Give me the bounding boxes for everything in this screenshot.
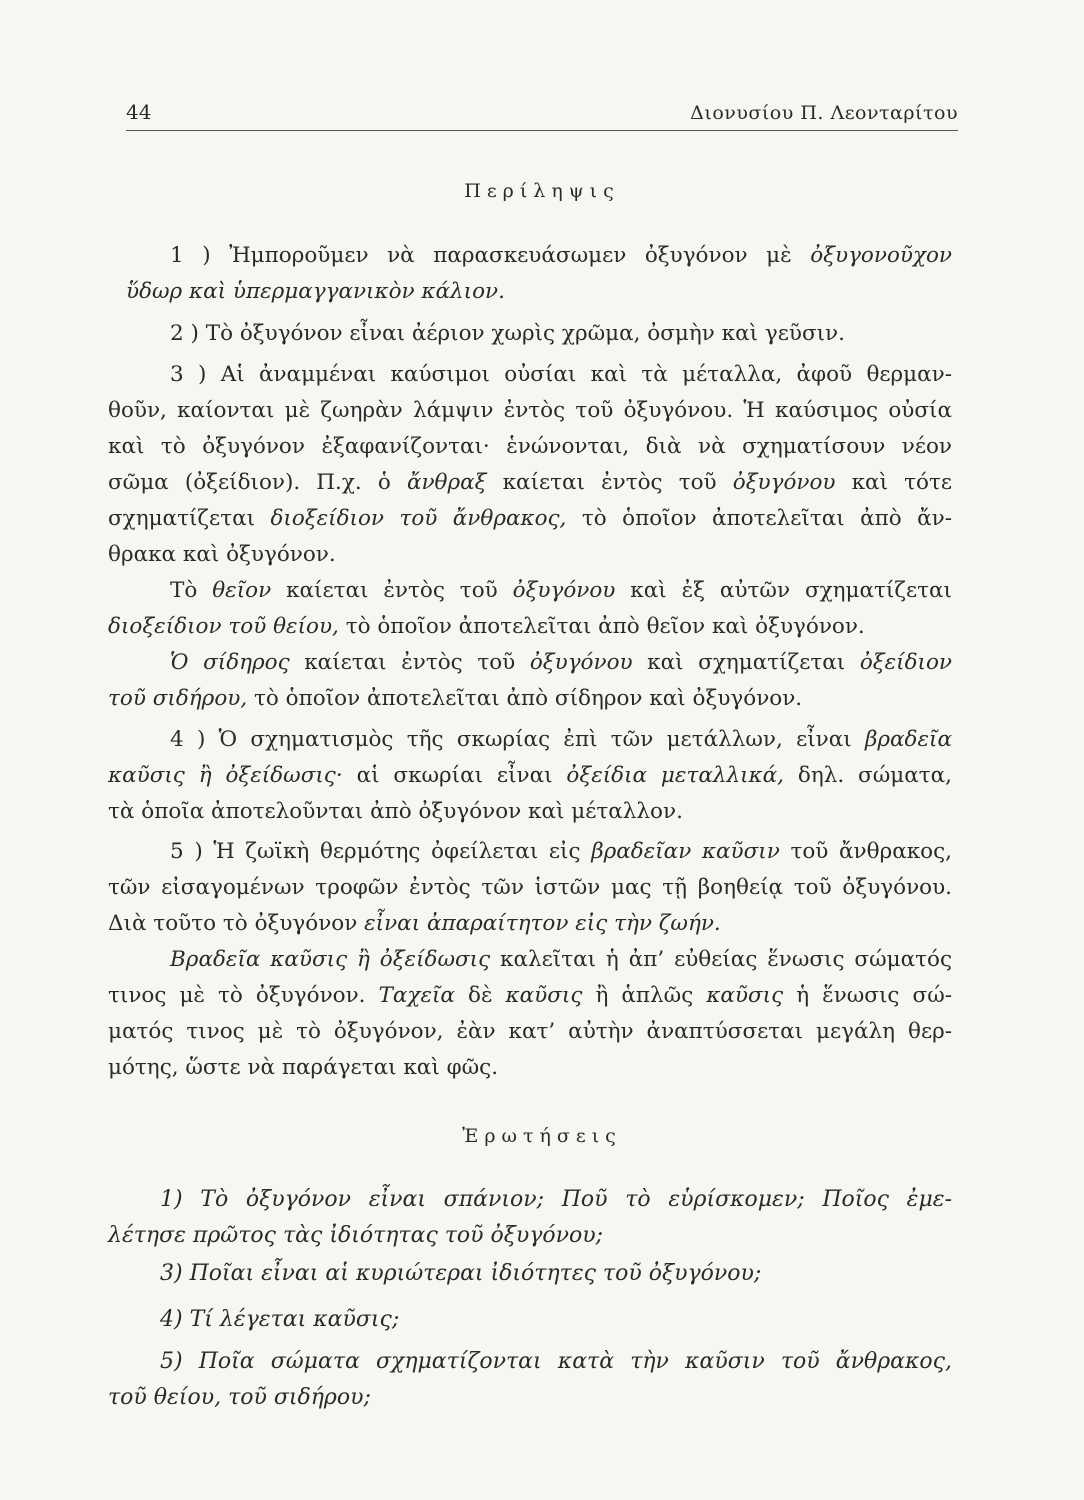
text-segment: 3 ) Αἱ ἀναμμέναι καύσιμοι οὐσίαι καὶ τὰ μέταλλα, ἀφοῦ θερμαν- xyxy=(170,362,952,387)
text-segment: καλεῖται ἡ ἀπ’ εὐθείας ἕνωσις σώματός xyxy=(490,947,953,972)
summary-line xyxy=(170,942,952,978)
text-segment: τοῦ σιδήρου, xyxy=(108,686,248,711)
text-segment: καὶ τότε xyxy=(835,470,952,495)
text-segment: θοῦν, καίονται μὲ ζωηρὰν λάμψιν ἐντὸς τοῦ ὀξυγόνου. Ἡ καύσιμος οὐσία xyxy=(108,398,952,423)
page-header xyxy=(126,100,958,130)
text-segment: δηλ. σώματα, xyxy=(784,763,952,788)
text-segment: εἶναι ἀπαραίτητον εἰς τὴν ζωήν. xyxy=(364,911,721,936)
text-segment: ἡ ἕνωσις σώ- xyxy=(783,983,952,1008)
summary-line xyxy=(170,316,1014,352)
text-segment: αἱ σκωρίαι εἶναι xyxy=(342,763,567,788)
summary-line xyxy=(108,1014,952,1050)
text-segment: θεῖον xyxy=(212,578,272,603)
text-segment: θρακα καὶ ὀξυγόνον. xyxy=(108,542,336,567)
summary-line xyxy=(108,429,952,465)
text-segment: μότης, ὥστε νὰ παράγεται καὶ φῶς. xyxy=(108,1055,499,1080)
summary-line xyxy=(170,238,952,274)
text-segment: 5 ) Ἡ ζωϊκὴ θερμότης ὀφείλεται εἰς xyxy=(170,839,592,864)
text-segment: καίεται ἐντὸς τοῦ xyxy=(289,650,530,675)
text-segment: 2 ) Τὸ ὀξυγόνον εἶναι ἀέριον χωρὶς χρῶμα, ὀσμὴν καὶ γεῦσιν. xyxy=(170,321,845,346)
text-segment: ὀξυγονοῦχον xyxy=(810,243,952,268)
text-segment: καῦσις xyxy=(706,983,784,1008)
header-rule xyxy=(126,130,958,131)
summary-line xyxy=(108,681,952,717)
text-segment: καῦσις xyxy=(505,983,583,1008)
text-segment: τινος μὲ τὸ ὀξυγόνον. xyxy=(108,983,379,1008)
text-segment: ὀξυγόνου xyxy=(512,578,616,603)
summary-line xyxy=(108,537,952,573)
summary-line xyxy=(170,573,952,609)
text-segment: τὰ ὁποῖα ἀποτελοῦνται ἀπὸ ὀξυγόνον καὶ μέταλλον. xyxy=(108,799,683,824)
question-line: λέτησε πρῶτος τὰς ἰδιότητας τοῦ ὀξυγόνου; xyxy=(108,1223,604,1248)
text-segment: ἢ ἁπλῶς xyxy=(582,983,707,1008)
summary-title: Περίληψις xyxy=(464,180,620,202)
question-line: 3) Ποῖαι εἶναι αἱ κυριώτεραι ἰδιότητες τοῦ ὀξυγόνου; xyxy=(160,1261,762,1286)
text-segment: διοξείδιον τοῦ ἄνθρακος, xyxy=(270,506,567,531)
text-segment: σχηματίζεται xyxy=(108,506,271,531)
summary-line xyxy=(108,609,952,645)
question-line: τοῦ θείου, τοῦ σιδήρου; xyxy=(108,1385,371,1410)
text-segment: 4 ) Ὁ σχηματισμὸς τῆς σκωρίας ἐπὶ τῶν μετάλλων, εἶναι xyxy=(170,727,865,752)
question-line: 4) Τί λέγεται καῦσις; xyxy=(160,1307,400,1332)
question-line: 1) Τὸ ὀξυγόνον εἶναι σπάνιον; Ποῦ τὸ εὑρίσκομεν; Ποῖος ἐμε- xyxy=(160,1187,952,1212)
summary-line xyxy=(108,758,952,794)
text-segment: βραδεῖαν καῦσιν xyxy=(591,839,780,864)
summary-line xyxy=(108,501,952,537)
text-segment: καὶ σχηματίζεται xyxy=(632,650,860,675)
questions-title: Ἐρωτήσεις xyxy=(462,1125,622,1147)
text-segment: διοξείδιον τοῦ θείου, xyxy=(108,614,339,639)
text-segment: τὸ ὁποῖον ἀποτελεῖται ἀπὸ θεῖον καὶ ὀξυγόνον. xyxy=(338,614,865,639)
summary-line xyxy=(108,978,952,1014)
summary-line xyxy=(108,794,952,830)
text-segment: τὸ ὁποῖον ἀποτελεῖται ἀπὸ ἄν- xyxy=(566,506,953,531)
summary-line xyxy=(108,1050,952,1086)
summary-line xyxy=(108,906,952,942)
question-line: 5) Ποῖα σώματα σχηματίζονται κατὰ τὴν καῦσιν τοῦ ἄνθρακος, xyxy=(160,1349,952,1374)
summary-line xyxy=(170,834,952,870)
page-number: 44 xyxy=(126,100,152,124)
summary-line xyxy=(170,645,952,681)
text-segment: Ὁ σίδηρος xyxy=(170,650,290,675)
text-segment: ματός τινος μὲ τὸ ὀξυγόνον, ἐὰν κατ’ αὐτὴν ἀναπτύσσεται μεγάλη θερ- xyxy=(108,1019,952,1044)
running-head: Διονυσίου Π. Λεονταρίτου xyxy=(690,102,958,124)
text-segment: τὸ ὁποῖον ἀποτελεῖται ἀπὸ σίδηρον καὶ ὀξυγόνον. xyxy=(247,686,803,711)
text-segment: τοῦ ἄνθρακος, xyxy=(779,839,952,864)
text-segment: ὀξείδια μεταλλικά, xyxy=(566,763,784,788)
summary-line xyxy=(170,722,952,758)
text-segment: βραδεῖα xyxy=(864,727,952,752)
summary-line xyxy=(108,465,952,501)
text-segment: ὕδωρ καὶ ὑπερμαγγανικὸν κάλιον. xyxy=(126,279,505,304)
text-segment: Τὸ xyxy=(170,578,213,603)
text-segment: Ταχεῖα xyxy=(378,983,455,1008)
text-segment: καῦσις ἢ ὀξείδωσις· xyxy=(108,763,343,788)
text-segment: τῶν εἰσαγομένων τροφῶν ἐντὸς τῶν ἱστῶν μας τῇ βοηθείᾳ τοῦ ὀξυγόνου. xyxy=(108,875,952,900)
text-segment: ὀξυγόνου xyxy=(732,470,836,495)
text-segment: Διὰ τοῦτο τὸ ὀξυγόνον xyxy=(108,911,365,936)
text-segment: καίεται ἐντὸς τοῦ xyxy=(486,470,733,495)
text-segment: καὶ ἐξ αὐτῶν σχηματίζεται xyxy=(615,578,952,603)
summary-line xyxy=(108,393,952,429)
text-segment: 1 ) Ἠμποροῦμεν νὰ παρασκευάσωμεν ὀξυγόνον μὲ xyxy=(170,243,811,268)
text-segment: καὶ τὸ ὀξυγόνον ἐξαφανίζονται· ἑνώνονται, διὰ νὰ σχηματίσουν νέον xyxy=(108,434,952,459)
summary-line xyxy=(108,870,952,906)
summary-line xyxy=(170,357,952,393)
text-segment: ὀξείδιον xyxy=(859,650,952,675)
text-segment: ὀξυγόνου xyxy=(529,650,633,675)
summary-line xyxy=(126,274,970,310)
text-segment: καίεται ἐντὸς τοῦ xyxy=(271,578,513,603)
text-segment: σῶμα (ὀξείδιον). Π.χ. ὁ xyxy=(108,470,407,495)
text-segment: ἄνθραξ xyxy=(406,470,487,495)
text-segment: δὲ xyxy=(454,983,506,1008)
text-segment: Βραδεῖα καῦσις ἢ ὀξείδωσις xyxy=(170,947,491,972)
